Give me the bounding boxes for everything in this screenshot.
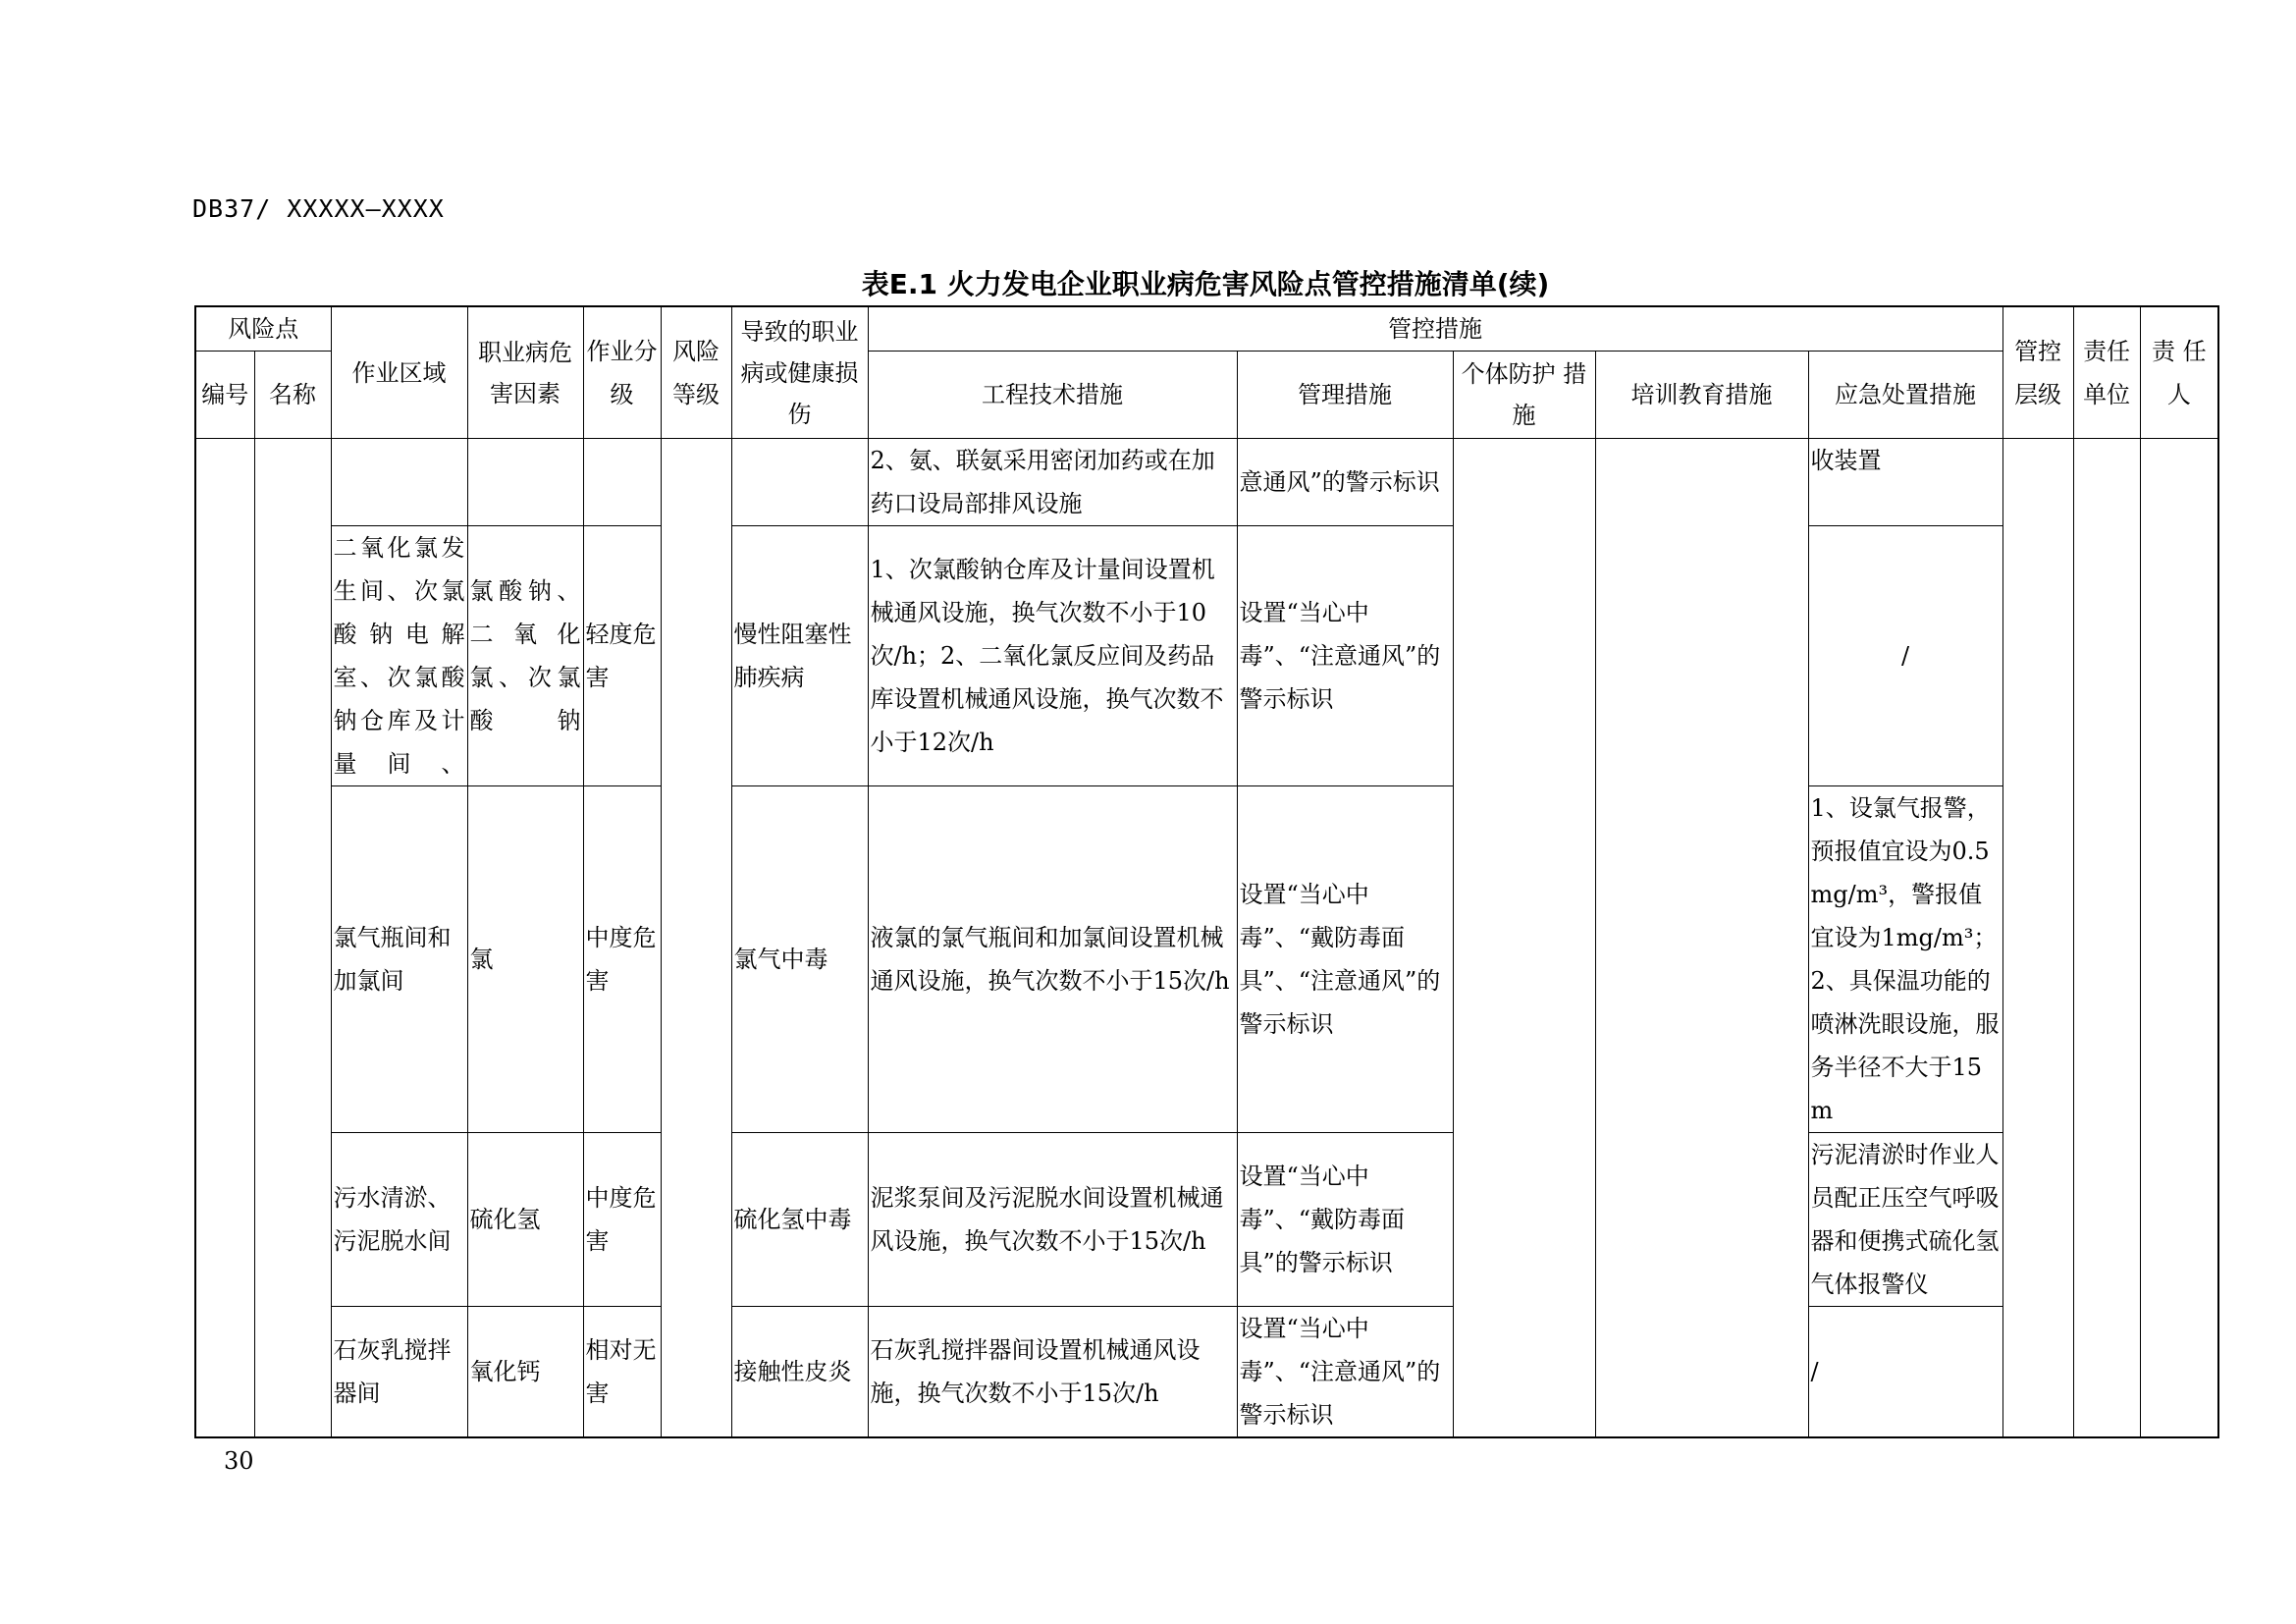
header-responsible-person: 责 任人 (2140, 306, 2218, 439)
cell-engineering: 泥浆泵间及污泥脱水间设置机械通风设施，换气次数不小于15次/h (868, 1133, 1237, 1307)
header-training: 培训教育措施 (1595, 352, 1808, 439)
header-hazard-factor: 职业病危害因素 (467, 306, 583, 439)
cell-management: 设置“当心中毒”、“注意通风”的警示标识 (1237, 1307, 1453, 1438)
header-control-level: 管控层级 (2002, 306, 2073, 439)
cell-emergency: 污泥清淤时作业人员配正压空气呼吸器和便携式硫化氢气体报警仪 (1808, 1133, 2002, 1307)
cell-disease: 硫化氢中毒 (731, 1133, 868, 1307)
header-control-measures: 管控措施 (868, 306, 2002, 352)
cell-engineering: 1、次氯酸钠仓库及计量间设置机械通风设施，换气次数不小于10次/h；2、二氧化氯反应间及药品库设置机械通风设施，换气次数不小于12次/h (868, 526, 1237, 786)
cell-number (195, 439, 254, 1438)
cell-hazard: 氧化钙 (467, 1307, 583, 1438)
header-risk-point: 风险点 (195, 306, 331, 352)
cell-emergency: 收装置 (1808, 439, 2002, 526)
cell-responsible-unit (2073, 439, 2140, 1438)
cell-training (1595, 439, 1808, 1438)
cell-disease: 接触性皮炎 (731, 1307, 868, 1438)
page-number: 30 (224, 1447, 254, 1475)
cell-engineering: 石灰乳搅拌器间设置机械通风设施，换气次数不小于15次/h (868, 1307, 1237, 1438)
cell-hazard (467, 439, 583, 526)
risk-control-table (194, 305, 2219, 1438)
cell-disease (731, 439, 868, 526)
table-title: 表E.1 火力发电企业职业病危害风险点管控措施清单(续) (861, 268, 1550, 300)
cell-emergency: / (1808, 1307, 2002, 1438)
header-work-area: 作业区域 (331, 306, 467, 439)
cell-grade: 轻度危害 (583, 526, 661, 786)
table-row (195, 1307, 2218, 1438)
table-row (195, 786, 2218, 1133)
header-ppe: 个体防护 措 施 (1453, 352, 1595, 439)
cell-management: 设置“当心中毒”、“戴防毒面具”、“注意通风”的警示标识 (1237, 786, 1453, 1133)
header-risk-level: 风险等级 (661, 306, 731, 439)
cell-grade: 相对无害 (583, 1307, 661, 1438)
table-row (195, 526, 2218, 786)
cell-engineering: 2、氨、联氨采用密闭加药或在加药口设局部排风设施 (868, 439, 1237, 526)
header-management: 管理措施 (1237, 352, 1453, 439)
cell-management: 意通风”的警示标识 (1237, 439, 1453, 526)
cell-disease: 氯气中毒 (731, 786, 868, 1133)
header-emergency: 应急处置措施 (1808, 352, 2002, 439)
cell-hazard: 硫化氢 (467, 1133, 583, 1307)
table-row (195, 1133, 2218, 1307)
cell-grade: 中度危害 (583, 1133, 661, 1307)
header-disease: 导致的职业病或健康损伤 (731, 306, 868, 439)
cell-hazard: 氯 (467, 786, 583, 1133)
cell-grade: 中度危害 (583, 786, 661, 1133)
header-number: 编号 (195, 352, 254, 439)
header-work-grade: 作业分级 (583, 306, 661, 439)
cell-work-area: 二氧化氯发生间、次氯酸钠电解室、次氯酸钠仓库及计量间、 (331, 526, 467, 786)
header-name: 名称 (254, 352, 331, 439)
header-engineering: 工程技术措施 (868, 352, 1237, 439)
cell-grade (583, 439, 661, 526)
standard-code: DB37/ XXXXX—XXXX (192, 194, 445, 223)
cell-work-area (331, 439, 467, 526)
cell-ppe (1453, 439, 1595, 1438)
cell-name (254, 439, 331, 1438)
cell-management: 设置“当心中毒”、“注意通风”的警示标识 (1237, 526, 1453, 786)
cell-emergency: 1、设氯气报警，预报值宜设为0.5mg/m³，警报值宜设为1mg/m³；2、具保温功能的喷淋洗眼设施，服务半径不大于15m (1808, 786, 2002, 1133)
cell-management: 设置“当心中毒”、“戴防毒面具”的警示标识 (1237, 1133, 1453, 1307)
cell-responsible-person (2140, 439, 2218, 1438)
cell-work-area: 污水清淤、污泥脱水间 (331, 1133, 467, 1307)
cell-emergency: / (1808, 526, 2002, 786)
cell-work-area: 氯气瓶间和加氯间 (331, 786, 467, 1133)
cell-disease: 慢性阻塞性肺疾病 (731, 526, 868, 786)
cell-hazard: 氯酸钠、二氧化氯、次氯酸钠 (467, 526, 583, 786)
cell-engineering: 液氯的氯气瓶间和加氯间设置机械通风设施，换气次数不小于15次/h (868, 786, 1237, 1133)
cell-work-area: 石灰乳搅拌器间 (331, 1307, 467, 1438)
cell-control-level (2002, 439, 2073, 1438)
header-responsible-unit: 责任单位 (2073, 306, 2140, 439)
cell-risk-level (661, 439, 731, 1438)
